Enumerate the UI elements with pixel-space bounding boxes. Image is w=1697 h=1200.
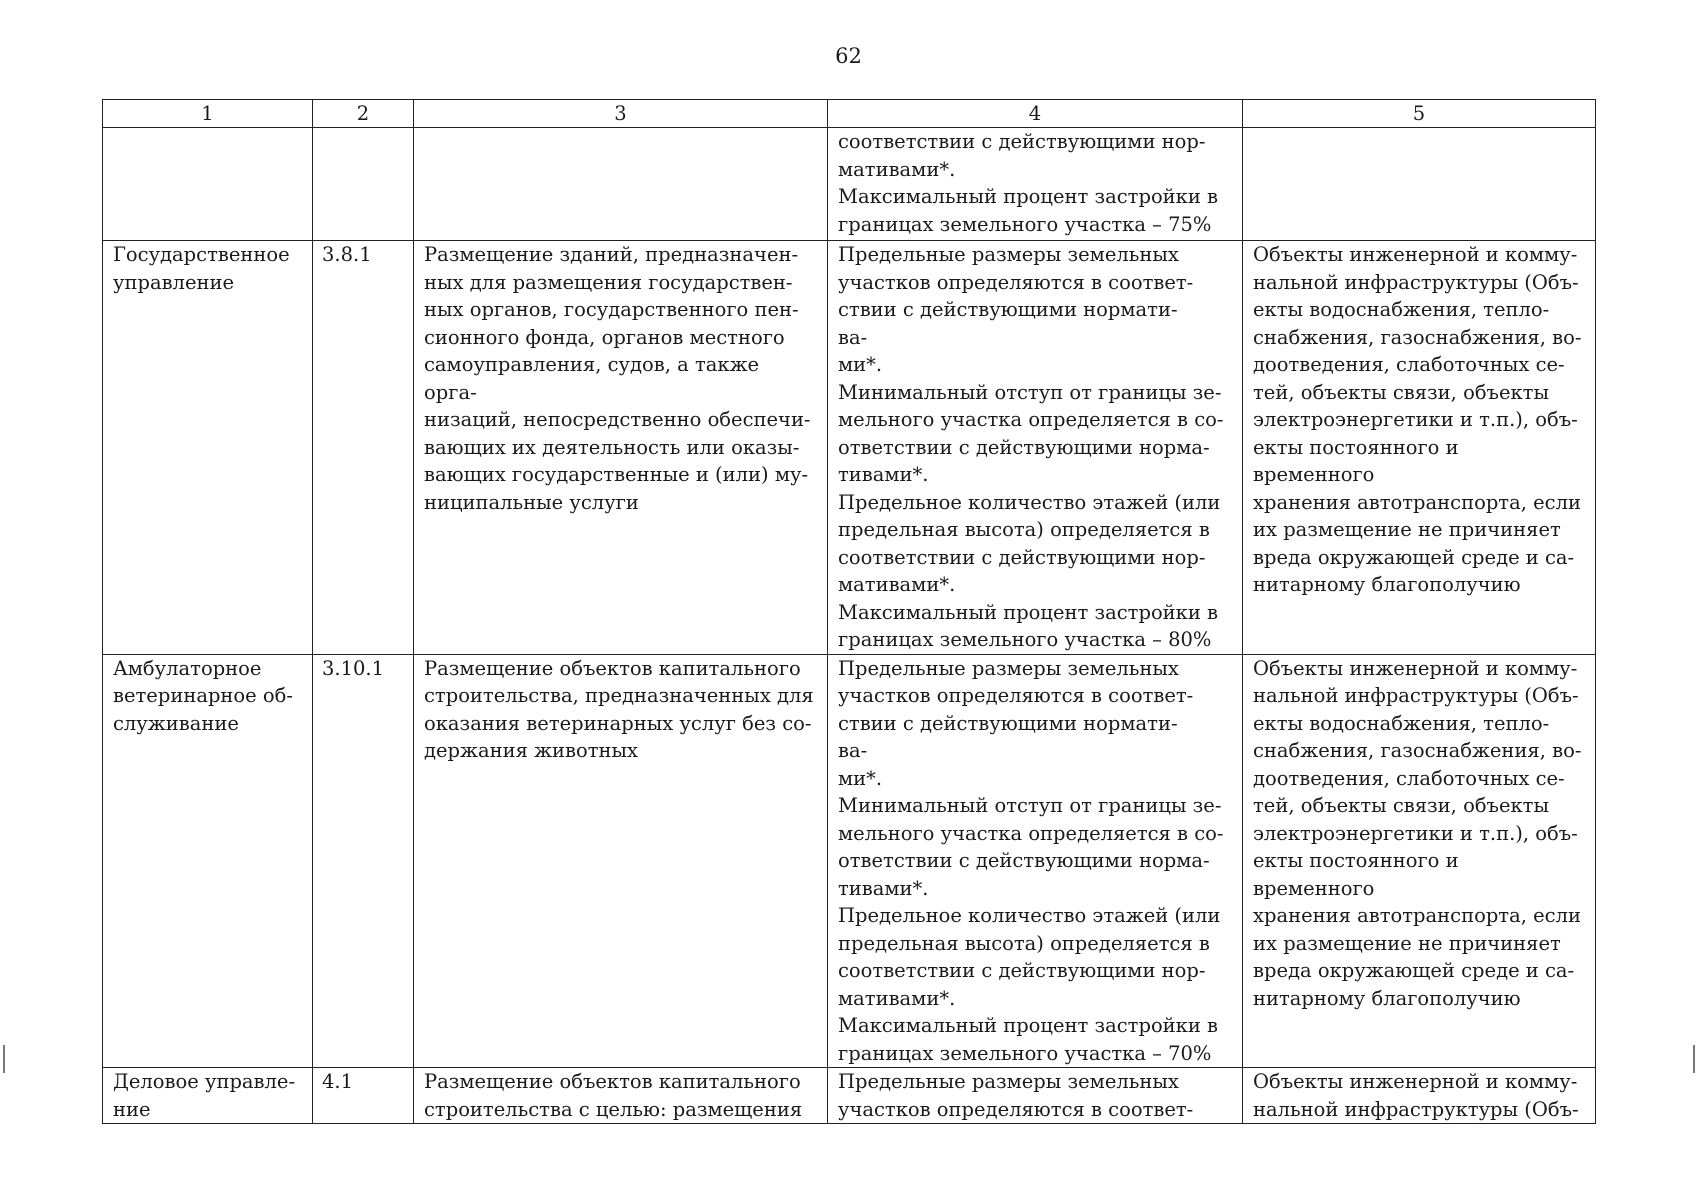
column-header: 2 (313, 100, 414, 128)
auxiliary-uses-cell: Объекты инженерной и комму- нальной инфраструктуры (Объ- екты водоснабжения, тепло- снабжения, газоснабжения, во- доотведения, слаботочных се- тей, объекты связи, объекты электроэнергетики и т.п.), объ- екты постоянного и временного хранения автотранспорта, если их размещение не причиняет вреда окружающей среде и са- нитарному благополучию (1243, 654, 1596, 1068)
column-header: 1 (103, 100, 313, 128)
use-description-cell: Размещение зданий, предназначен- ных для размещения государствен- ных органов, государственного пен- сионного фонда, органов местного самоуправления, судов, а также орга- низаций, непосредственно обеспечи- вающих их деятельность или оказы- вающих государственные и (или) му- ниципальные услуги (414, 241, 828, 655)
auxiliary-uses-cell: Объекты инженерной и комму- нальной инфраструктуры (Объ- (1243, 1068, 1596, 1124)
parameters-cell (828, 654, 1243, 1068)
parameter-paragraph: Максимальный процент застройки в границах земельного участка – 75% (838, 185, 1219, 236)
parameter-paragraph: Предельные размеры земельных участков определяются в соответ- ствии с действующими нормати- ва- ми*. (838, 243, 1194, 376)
column-header: 5 (1243, 100, 1596, 128)
use-name-cell: Деловое управле- ние (103, 1068, 313, 1124)
scan-edge-mark (3, 1045, 5, 1073)
table-row (103, 128, 1596, 241)
table-row (103, 654, 1596, 1068)
auxiliary-uses-cell: Объекты инженерной и комму- нальной инфраструктуры (Объ- екты водоснабжения, тепло- снабжения, газоснабжения, во- доотведения, слаботочных се- тей, объекты связи, объекты электроэнергетики и т.п.), объ- екты постоянного и временного хранения автотранспорта, если их размещение не причиняет вреда окружающей среде и са- нитарному благополучию (1243, 241, 1596, 655)
auxiliary-uses-cell (1243, 128, 1596, 241)
parameters-cell (828, 241, 1243, 655)
use-name-cell: Амбулаторное ветеринарное об- служивание (103, 654, 313, 1068)
parameters-cell (828, 1068, 1243, 1124)
parameter-paragraph: соответствии с действующими нор- мативами*. (838, 130, 1206, 181)
parameter-paragraph: Предельное количество этажей (или предельная высота) определяется в соответствии с действующими нор- мативами*. (838, 490, 1221, 596)
parameter-paragraph: Предельные размеры земельных участков определяются в соответ- (838, 1070, 1194, 1121)
column-header: 3 (414, 100, 828, 128)
page-number: 62 (835, 44, 862, 68)
land-use-table (102, 99, 1596, 1124)
use-name-cell: Государственное управление (103, 241, 313, 655)
parameter-paragraph: Минимальный отступ от границы зе- мельного участка определяется в со- ответствии с действующими норма- тивами*. (838, 794, 1224, 900)
use-name-cell (103, 128, 313, 241)
parameters-cell (828, 128, 1243, 241)
use-code-cell: 4.1 (313, 1068, 414, 1124)
scan-edge-mark (1693, 1045, 1695, 1073)
use-code-cell (313, 128, 414, 241)
use-code-cell: 3.8.1 (313, 241, 414, 655)
use-description-cell: Размещение объектов капитального строительства с целью: размещения (414, 1068, 828, 1124)
table-header-row (103, 100, 1596, 128)
table-row (103, 1068, 1596, 1124)
parameter-paragraph: Максимальный процент застройки в границах земельного участка – 70% (838, 1014, 1219, 1065)
column-header: 4 (828, 100, 1243, 128)
use-code-cell: 3.10.1 (313, 654, 414, 1068)
parameter-paragraph: Предельные размеры земельных участков определяются в соответ- ствии с действующими нормати- ва- ми*. (838, 656, 1194, 790)
use-description-cell (414, 128, 828, 241)
table-row (103, 241, 1596, 655)
parameter-paragraph: Предельное количество этажей (или предельная высота) определяется в соответствии с действующими нор- мативами*. (838, 904, 1221, 1010)
parameter-paragraph: Минимальный отступ от границы зе- мельного участка определяется в со- ответствии с действующими норма- тивами*. (838, 380, 1224, 486)
use-description-cell: Размещение объектов капитального строительства, предназначенных для оказания ветеринарных услуг без со- держания животных (414, 654, 828, 1068)
parameter-paragraph: Максимальный процент застройки в границах земельного участка – 80% (838, 600, 1219, 651)
